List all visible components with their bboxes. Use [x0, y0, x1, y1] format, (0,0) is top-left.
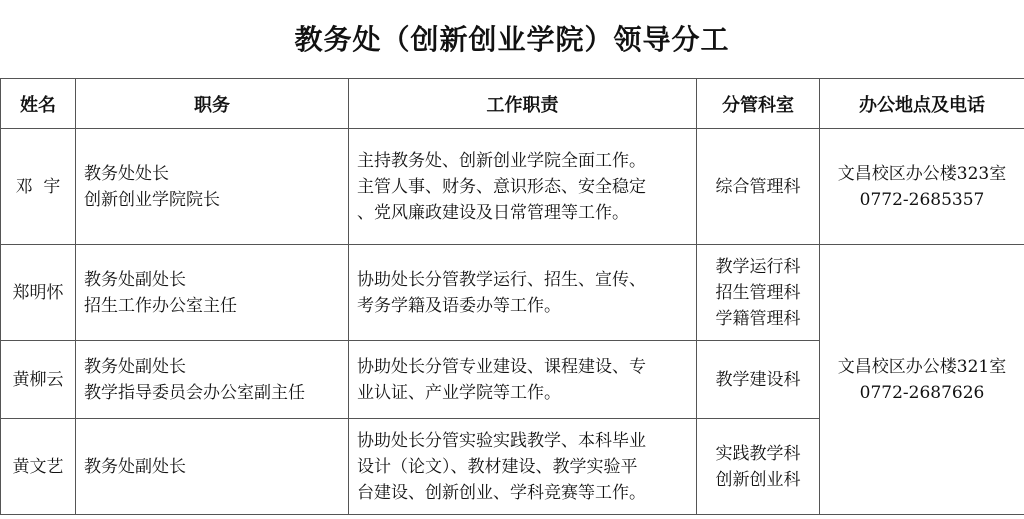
header-position: 职务 [76, 79, 349, 129]
header-office: 办公地点及电话 [820, 79, 1024, 129]
position-cell: 教务处副处长 [76, 419, 349, 515]
name-cell: 郑明怀 [1, 245, 76, 341]
leadership-duty-table [0, 78, 1024, 515]
duties-cell: 协助处长分管教学运行、招生、宣传、 考务学籍及语委办等工作。 [349, 245, 697, 341]
duties-cell: 协助处长分管实验实践教学、本科毕业 设计（论文）、教材建设、教学实验平 台建设、创新创业、学科竞赛等工作。 [349, 419, 697, 515]
header-name: 姓名 [1, 79, 76, 129]
department-cell: 实践教学科 创新创业科 [697, 419, 820, 515]
name-cell: 黄文艺 [1, 419, 76, 515]
name-cell: 黄柳云 [1, 341, 76, 419]
header-duties: 工作职责 [349, 79, 697, 129]
department-cell: 教学建设科 [697, 341, 820, 419]
department-cell: 教学运行科 招生管理科 学籍管理科 [697, 245, 820, 341]
document-title: 教务处（创新创业学院）领导分工 [294, 23, 730, 56]
office-cell: 文昌校区办公楼323室 0772-2685357 [820, 129, 1024, 245]
person-name: 邓 宇 [15, 176, 61, 197]
table-row [1, 245, 1024, 341]
name-cell [1, 129, 76, 245]
table-header-row [1, 79, 1024, 129]
duties-cell: 协助处长分管专业建设、课程建设、专 业认证、产业学院等工作。 [349, 341, 697, 419]
department-cell: 综合管理科 [697, 129, 820, 245]
table-row [1, 129, 1024, 245]
duties-cell: 主持教务处、创新创业学院全面工作。 主管人事、财务、意识形态、安全稳定 、党风廉政建设及日常管理等工作。 [349, 129, 697, 245]
office-cell: 文昌校区办公楼321室 0772-2687626 [820, 245, 1024, 515]
position-cell: 教务处副处长 教学指导委员会办公室副主任 [76, 341, 349, 419]
position-cell: 教务处处长 创新创业学院院长 [76, 129, 349, 245]
position-cell: 教务处副处长 招生工作办公室主任 [76, 245, 349, 341]
header-department: 分管科室 [697, 79, 820, 129]
